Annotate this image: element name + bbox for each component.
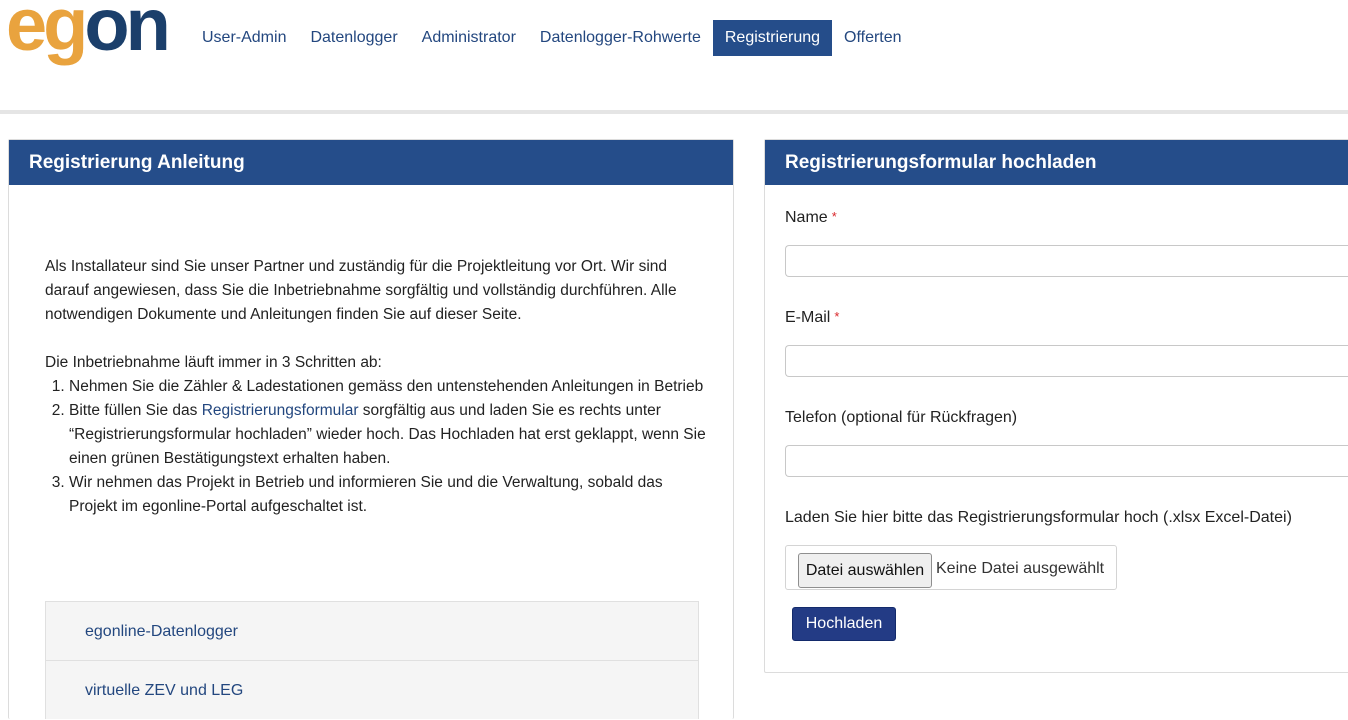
email-input[interactable] [785,345,1348,377]
name-label: Name * [785,209,837,226]
intro-paragraph: Als Installateur sind Sie unser Partner und zuständig für die Projektleitung vor Ort. Wir sind darauf angewiesen, dass Sie die Inbetriebnahme sorgfältig und vollständig durchführen. Alle notwendigen Dokumente und Anleitungen finden Sie auf dieser Seite. [45,258,677,323]
accordion-item-virtuelle-zev-leg[interactable]: virtuelle ZEV und LEG [45,660,699,719]
egon-logo[interactable]: egon [6,0,167,66]
required-marker: * [834,309,840,324]
registrierungsformular-link[interactable]: Registrierungsformular [201,402,359,419]
guides-accordion [45,601,699,719]
step-2 [69,399,715,471]
instructions-body [45,255,715,519]
choose-file-button[interactable]: Datei auswählen [798,553,932,588]
instructions-panel-title: Registrierung Anleitung [9,140,733,185]
top-header [0,0,1348,110]
file-upload-label: Laden Sie hier bitte das Registrierungsformular hoch (.xlsx Excel-Datei) [785,509,1292,526]
instructions-panel [8,139,734,719]
email-label: E-Mail * [785,309,840,326]
nav-offerten[interactable]: Offerten [844,29,902,46]
nav-datenlogger[interactable]: Datenlogger [310,29,398,46]
header-divider [0,110,1348,114]
accordion-item-egonline-datenlogger[interactable]: egonline-Datenlogger [45,601,699,660]
file-status-text: Keine Datei ausgewählt [936,560,1105,577]
step-3: 3. Wir nehmen das Projekt in Betrieb und informieren Sie und die Verwaltung, sobald das Projekt im egonline-Portal aufgeschaltet ist. [69,471,715,519]
upload-panel-title: Registrierungsformular hochladen [765,140,1348,185]
upload-panel [764,139,1348,673]
phone-input[interactable] [785,445,1348,477]
nav-registrierung[interactable]: Registrierung [713,20,832,56]
file-input[interactable] [785,545,1117,590]
required-marker: * [831,209,837,224]
step-2-text-after: sorgfältig aus und laden Sie es rechts unter “Registrierungsformular hochladen” wieder hoch. Das Hochladen hat erst geklappt, wenn Sie einen grünen Bestätigungstext erhalten haben. [69,402,706,467]
name-input[interactable] [785,245,1348,277]
main-nav [190,20,914,56]
steps-intro: Die Inbetriebnahme läuft immer in 3 Schritten ab: [45,354,382,371]
nav-datenlogger-rohwerte[interactable]: Datenlogger-Rohwerte [539,29,701,46]
step-1: 1. Nehmen Sie die Zähler & Ladestationen gemäss den untenstehenden Anleitungen in Betrieb [69,375,715,399]
steps-list [69,375,715,519]
phone-label: Telefon (optional für Rückfragen) [785,409,1018,426]
step-2-text-before: Bitte füllen Sie das [69,402,202,419]
nav-user-admin[interactable]: User-Admin [202,29,287,46]
upload-button[interactable]: Hochladen [792,607,896,641]
nav-administrator[interactable]: Administrator [421,29,516,46]
